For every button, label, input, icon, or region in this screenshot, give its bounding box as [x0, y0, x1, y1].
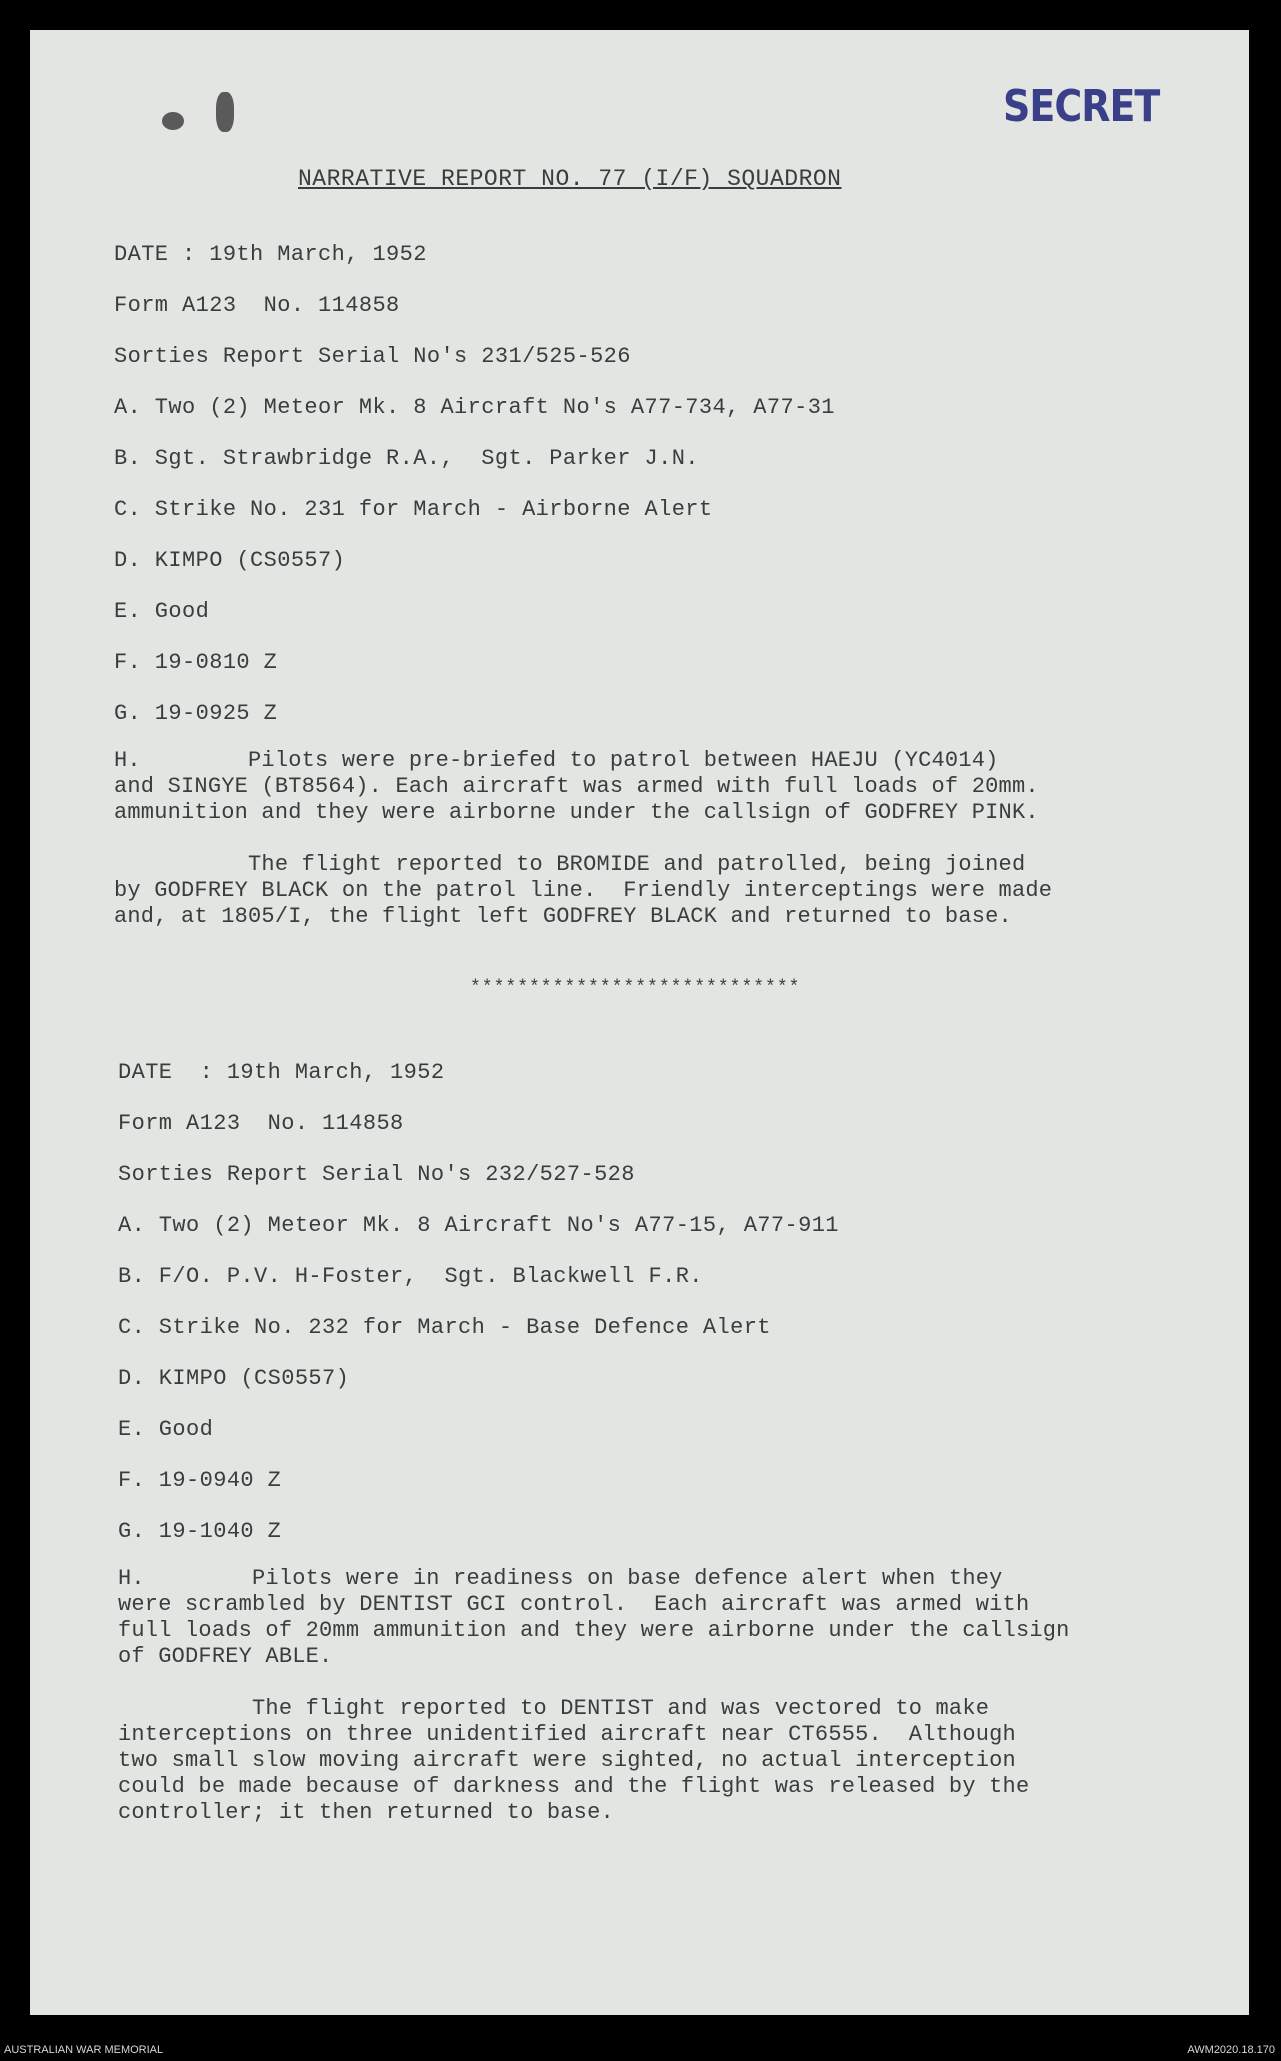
report1-item-f: F. 19-0810 Z	[114, 650, 278, 675]
report1-form: Form A123 No. 114858	[114, 293, 400, 318]
report1-item-g: G. 19-0925 Z	[114, 701, 278, 726]
punch-hole-icon	[216, 92, 234, 132]
report1-item-c: C. Strike No. 231 for March - Airborne Alert	[114, 497, 713, 522]
report2-date: DATE : 19th March, 1952	[118, 1060, 445, 1085]
report2-item-b: B. F/O. P.V. H-Foster, Sgt. Blackwell F.R.	[118, 1264, 703, 1289]
report2-item-f: F. 19-0940 Z	[118, 1468, 282, 1493]
report1-item-a: A. Two (2) Meteor Mk. 8 Aircraft No's A77-734, A77-31	[114, 395, 835, 420]
footer-credit: AUSTRALIAN WAR MEMORIAL	[4, 2044, 164, 2056]
report1-item-b: B. Sgt. Strawbridge R.A., Sgt. Parker J.N.	[114, 446, 699, 471]
report1-item-e: E. Good	[114, 599, 210, 624]
secret-stamp: SECRET	[1003, 80, 1160, 132]
footer-accession-number: AWM2020.18.170	[1187, 2044, 1275, 2056]
punch-hole-icon	[162, 112, 184, 130]
report1-narrative-1: H. Pilots were pre-briefed to patrol between HAEJU (YC4014) and SINGYE (BT8564). Each aircraft was armed with full loads of 20mm. ammunition and they were airborne under the callsign of GODFREY PINK.	[114, 748, 1039, 825]
report2-item-d: D. KIMPO (CS0557)	[118, 1366, 350, 1391]
report1-item-d: D. KIMPO (CS0557)	[114, 548, 346, 573]
report2-sorties: Sorties Report Serial No's 232/527-528	[118, 1162, 635, 1187]
report2-item-e: E. Good	[118, 1417, 214, 1442]
report2-narrative-2: The flight reported to DENTIST and was vectored to make interceptions on three unidentified aircraft near CT6555. Although two small slow moving aircraft were sighted, no actual interception could be made because of darkness and the flight was released by the controller; it then returned to base.	[118, 1696, 1030, 1825]
report1-sorties: Sorties Report Serial No's 231/525-526	[114, 344, 631, 369]
section-separator: ****************************	[470, 978, 801, 998]
report-title: NARRATIVE REPORT NO. 77 (I/F) SQUADRON	[298, 166, 842, 192]
report1-date: DATE : 19th March, 1952	[114, 242, 427, 267]
report2-item-a: A. Two (2) Meteor Mk. 8 Aircraft No's A77-15, A77-911	[118, 1213, 839, 1238]
report2-narrative-1: H. Pilots were in readiness on base defence alert when they were scrambled by DENTIST GCI control. Each aircraft was armed with full loads of 20mm ammunition and they were airborne under the callsign of GODFREY ABLE.	[118, 1566, 1070, 1669]
report2-item-g: G. 19-1040 Z	[118, 1519, 282, 1544]
report2-form: Form A123 No. 114858	[118, 1111, 404, 1136]
report1-narrative-2: The flight reported to BROMIDE and patrolled, being joined by GODFREY BLACK on the patrol line. Friendly interceptings were made and, at 1805/I, the flight left GODFREY BLACK and returned to base.	[114, 852, 1053, 929]
report2-item-c: C. Strike No. 232 for March - Base Defence Alert	[118, 1315, 771, 1340]
document-page	[30, 30, 1249, 2015]
